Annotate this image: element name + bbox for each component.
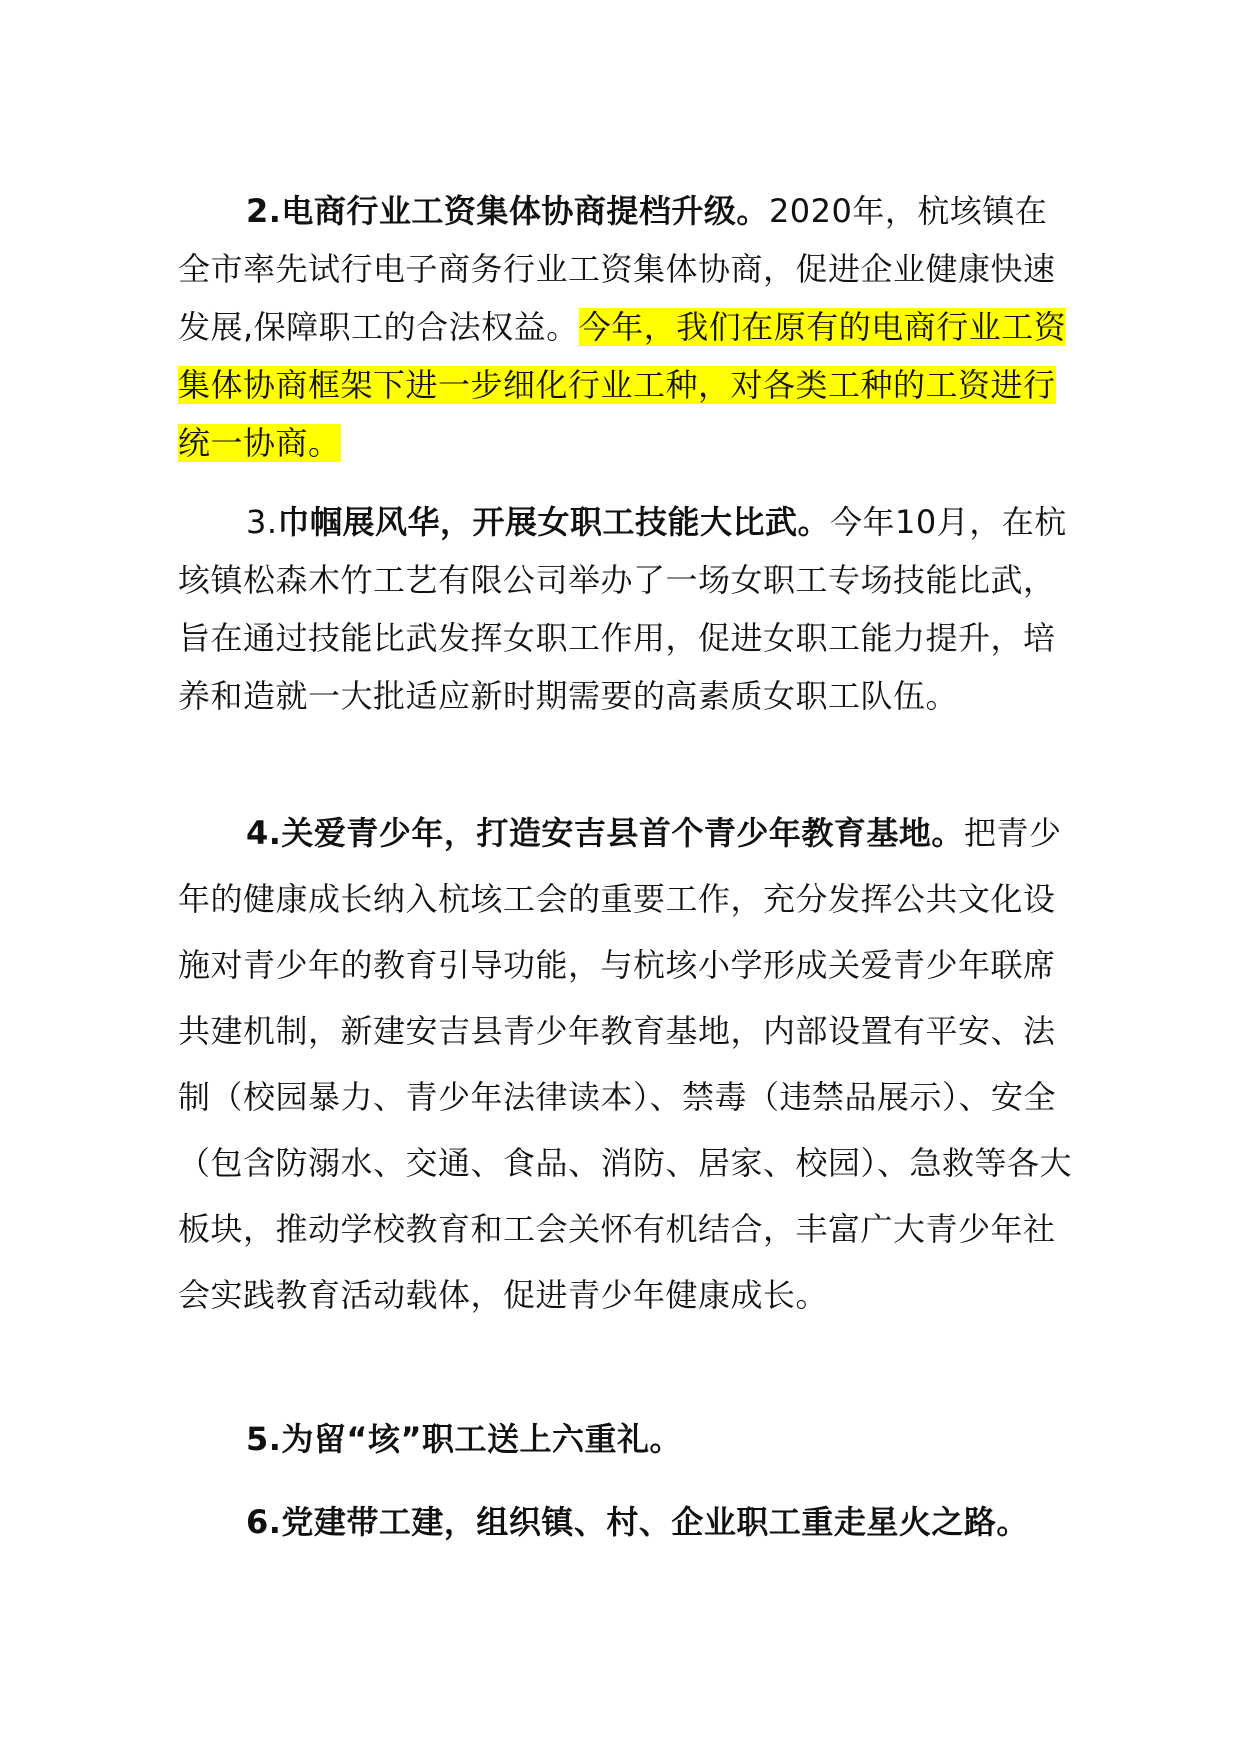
paragraph-3-body: 今年10月，在杭垓镇松森木竹工艺有限公司举办了一场女职工专场技能比武，旨在通过技能比武发挥女职工作用，促进女职工能力提升，培养和造就一大批适应新时期需要的高素质女职工队伍。 xyxy=(178,503,1067,715)
paragraph-5-title: 5.为留“垓”职工送上六重礼。 xyxy=(246,1420,682,1458)
paragraph-4-body: 把青少年的健康成长纳入杭垓工会的重要工作，充分发挥公共文化设施对青少年的教育引导功能，与杭垓小学形成关爱青少年联席共建机制，新建安吉县青少年教育基地，内部设置有平安、法制（校园暴力、青少年法律读本）、禁毒（违禁品展示）、安全（包含防溺水、交通、食品、消防、居家、校园）、急救等各大板块，推动学校教育和工会关怀有机结合，丰富广大青少年社会实践教育活动载体，促进青少年健康成长。 xyxy=(178,814,1073,1314)
paragraph-4-title: 4.关爱青少年，打造安吉县首个青少年教育基地。 xyxy=(246,814,964,852)
paragraph-2 xyxy=(178,182,1078,472)
paragraph-6 xyxy=(178,1493,1078,1551)
paragraph-2-title: 2.电商行业工资集体协商提档升级。 xyxy=(246,192,769,230)
paragraph-3-number: 3. xyxy=(246,503,278,541)
paragraph-6-title: 6.党建带工建，组织镇、村、企业职工重走星火之路。 xyxy=(246,1503,1029,1541)
paragraph-3-title: 巾帼展风华，开展女职工技能大比武。 xyxy=(277,503,831,541)
paragraph-4 xyxy=(178,800,1078,1328)
paragraph-2-body: 2020年，杭垓镇在全市率先试行电子商务行业工资集体协商，促进企业健康快速发展,保障职工的合法权益。 xyxy=(178,192,1056,346)
paragraph-5 xyxy=(178,1410,1078,1468)
paragraph-3 xyxy=(178,493,1078,725)
paragraph-2-highlight: 今年，我们在原有的电商行业工资集体协商框架下进一步细化行业工种，对各类工种的工资进行统一协商。 xyxy=(178,308,1067,462)
